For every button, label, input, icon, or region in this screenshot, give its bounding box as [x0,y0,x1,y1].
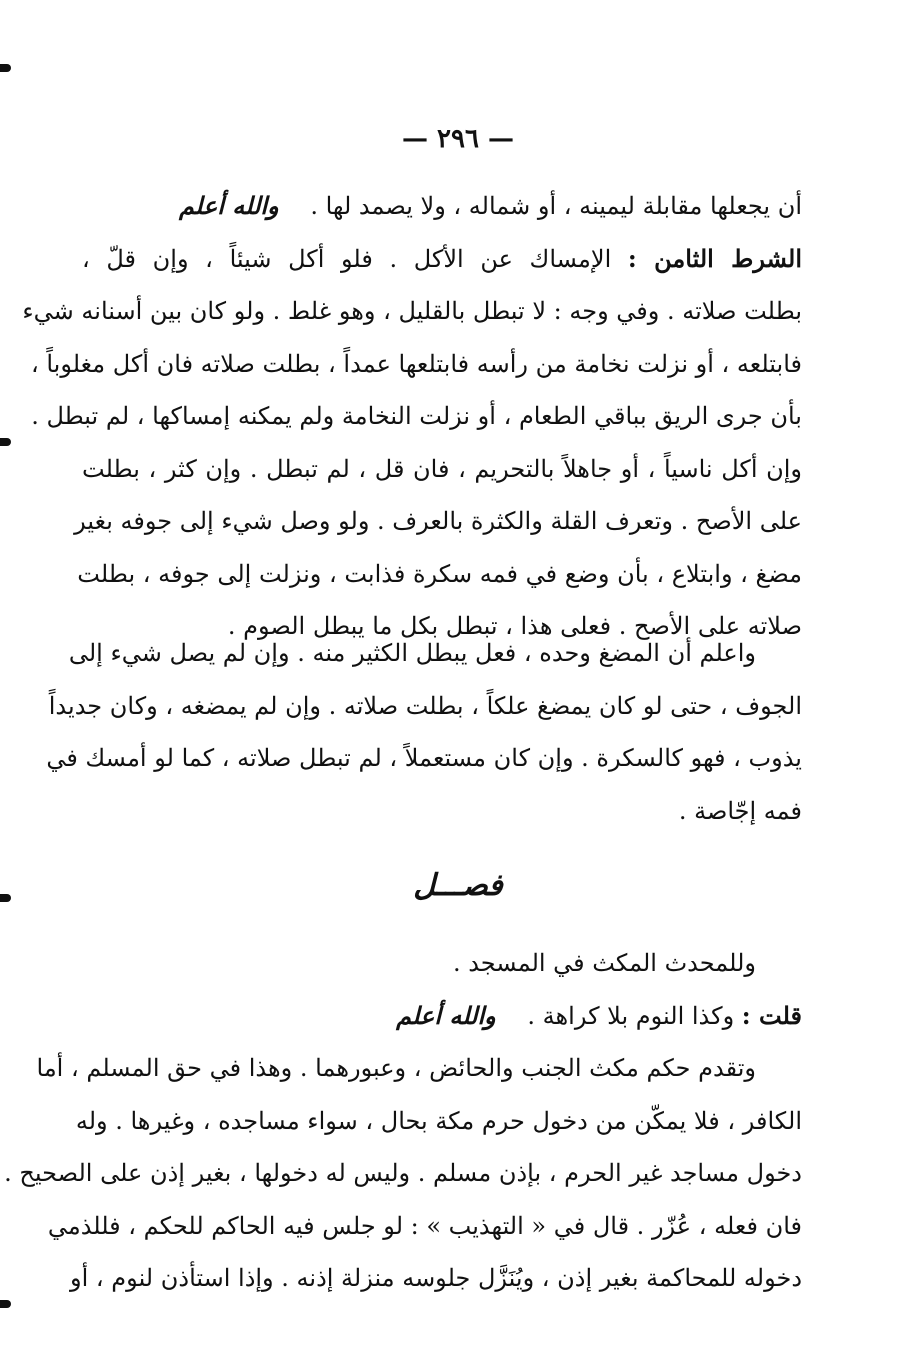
text-line: وللمحدث المكث في المسجد . [452,949,756,977]
line-text: وكذا النوم بلا كراهة . [527,1001,735,1030]
condition-heading: الشرط الثامن : [627,243,802,273]
text-line: دخول مساجد غير الحرم ، بإذن مسلم . وليس له دخولها ، بغير إذن على الصحيح . [4,1159,802,1187]
section-title: فصـــل [413,868,503,903]
text-line [82,233,802,286]
text-line: مضغ ، وابتلاع ، بأن وضع في فمه سكرة فذابت ، ونزلت إلى جوفه ، بطلت [77,559,802,588]
text-line: وإن أكل ناسياً ، أو جاهلاً بالتحريم ، فان قل ، لم تبطل . وإن كثر ، بطلت [82,454,802,483]
text-line: فمه إجّاصة . [678,796,802,825]
text-line: على الأصح . وتعرف القلة والكثرة بالعرف . ولو وصل شيء إلى جوفه بغير [74,507,802,535]
binding-mark [0,64,11,72]
closing-formula: والله أعلم [179,191,279,220]
qultu-heading: قلت : [741,1000,802,1030]
text-line: يذوب ، فهو كالسكرة . وإن كان مستعملاً ، لم تبطل صلاته ، كما لو أمسك في [46,744,802,772]
text-line: فان فعله ، عُزّر . قال في « التهذيب » : لو جلس فيه الحاكم للحكم ، فللذمي [47,1211,802,1240]
paragraph-chewing [46,627,802,837]
text-line: الكافر ، فلا يمكّن من دخول حرم مكة بحال ، سواء مساجده ، وغيرها . وله [75,1106,802,1135]
closing-formula: والله أعلم [396,1000,496,1030]
text-line: دخوله للمحاكمة بغير إذن ، ويُنَزَّل جلوسه منزلة إذنه . وإذا استأذن لنوم ، أو [70,1264,802,1292]
text-line: صلاته على الأصح . فعلى هذا ، تبطل بكل ما يبطل الصوم . [227,612,802,640]
text-line: الجوف ، حتى لو كان يمضغ علكاً ، بطلت صلاته . وإن لم يمضغه ، وكان جديداً [48,691,802,720]
text-line [82,180,802,233]
line-text: أن يجعلها مقابلة ليمينه ، أو شماله ، ولا يصمد لها . [310,192,802,220]
binding-mark [0,438,11,446]
page-number: — ٢٩٦ — [401,124,515,154]
paragraph-mosque [4,937,802,1305]
binding-mark [0,1300,11,1308]
line-text: الإمساك عن الأكل . فلو أكل شيئاً ، وإن قلّ ، [82,244,612,273]
text-line: واعلم أن المضغ وحده ، فعل يبطل الكثير منه . وإن لم يصل شيء إلى [68,639,756,667]
text-line: وتقدم حكم مكث الجنب والحائض ، وعبورهما . وهذا في حق المسلم ، أما [36,1054,756,1082]
text-line: فابتلعه ، أو نزلت نخامة من رأسه فابتلعها عمداً ، بطلت صلاته فان أكل مغلوباً ، [30,349,802,378]
text-line [82,990,802,1043]
text-line: بأن جرى الريق بباقي الطعام ، أو نزلت النخامة ولم يمكنه إمساكها ، لم تبطل . [31,402,802,430]
text-line: بطلت صلاته . وفي وجه : لا تبطل بالقليل ، وهو غلط . ولو كان بين أسنانه شيء [22,297,802,325]
